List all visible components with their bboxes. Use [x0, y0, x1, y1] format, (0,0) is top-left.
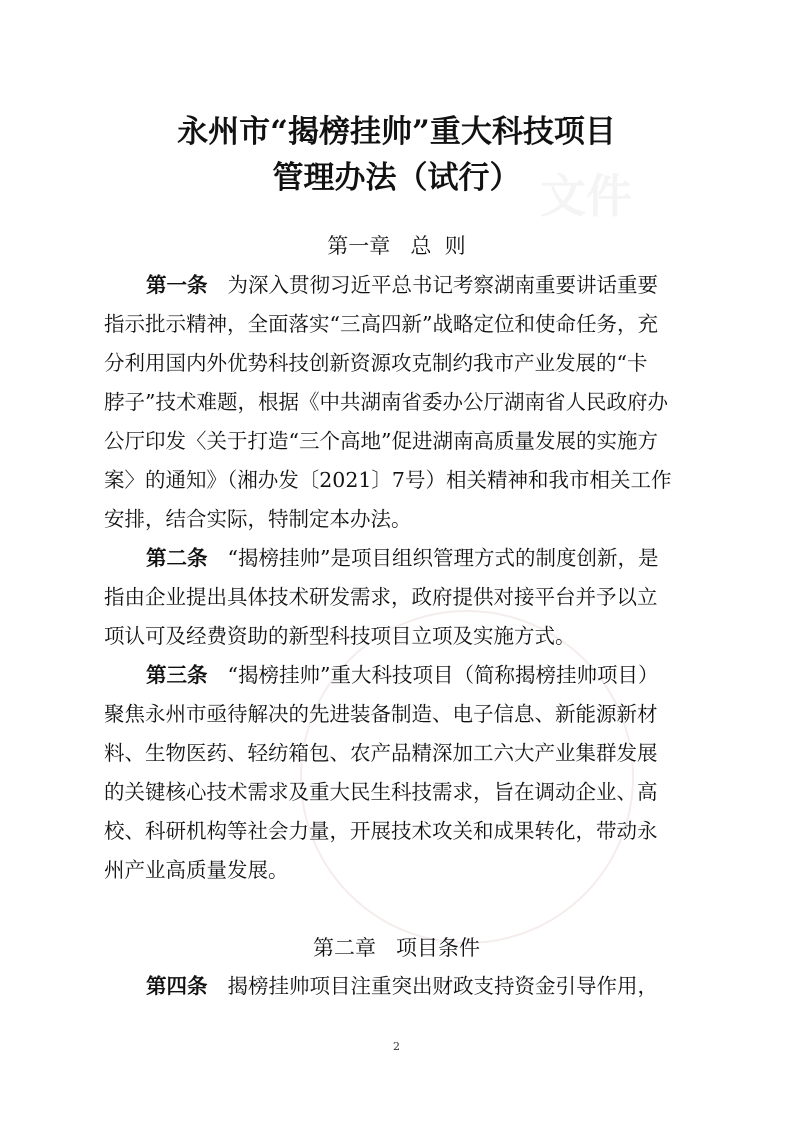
article-3-label: 第三条 [146, 663, 208, 687]
article-1-label: 第一条 [146, 273, 208, 297]
article-1-line-2: 指示批示精神，全面落实“三高四新”战略定位和使命任务，充 [104, 312, 658, 336]
seal-watermark [300, 610, 634, 944]
article-3-line-1: 第三条 “揭榜挂帅”重大科技项目（简称揭榜挂帅项目） [146, 663, 659, 687]
article-2-line-1: 第二条 “揭榜挂帅”是项目组织管理方式的制度创新，是 [146, 546, 659, 570]
article-4-line-1: 第四条 揭榜挂帅项目注重突出财政支持资金引导作用， [146, 974, 658, 998]
article-1-line-4: 脖子”技术难题，根据《中共湖南省委办公厅湖南省人民政府办 [104, 390, 668, 414]
article-2-line-2: 指由企业提出具体技术研发需求，政府提供对接平台并予以立 [104, 585, 658, 609]
article-1-line-6: 案〉的通知》（湘办发〔2021〕7号）相关精神和我市相关工作 [104, 468, 672, 492]
article-1-line-1: 第一条 为深入贯彻习近平总书记考察湖南重要讲话重要 [146, 273, 658, 297]
article-1-line-3: 分利用国内外优势科技创新资源攻克制约我市产业发展的“卡 [104, 351, 648, 375]
page-number: 2 [393, 1040, 400, 1053]
article-1-line-7: 安排，结合实际，特制定本办法。 [104, 507, 412, 531]
article-1-line-5: 公厅印发〈关于打造“三个高地”促进湖南高质量发展的实施方 [104, 429, 658, 453]
chapter-name: 项目条件 [396, 936, 481, 960]
article-3-line-6: 州产业高质量发展。 [104, 858, 289, 882]
article-3-line-2: 聚焦永州市亟待解决的先进装备制造、电子信息、新能源新材 [104, 702, 658, 726]
article-2-label: 第二条 [146, 546, 208, 570]
article-3-line-4: 的关键核心技术需求及重大民生科技需求，旨在调动企业、高 [104, 780, 658, 804]
article-4-label: 第四条 [146, 974, 208, 998]
chapter-label: 第二章 [312, 936, 376, 960]
doc-title-line2: 管理办法（试行） [272, 160, 521, 196]
article-3-line-5: 校、科研机构等社会力量，开展技术攻关和成果转化，带动永 [104, 819, 658, 843]
doc-title-line1: 永州市“揭榜挂帅”重大科技项目 [177, 114, 616, 150]
chapter-1-heading [0, 230, 793, 260]
bleed-through-watermark: 文件 [540, 169, 632, 223]
article-2-line-3: 项认可及经费资助的新型科技项目立项及实施方式。 [104, 624, 576, 648]
chapter-name: 总 则 [410, 234, 466, 258]
chapter-2-heading [0, 932, 793, 962]
article-3-line-3: 料、生物医药、轻纺箱包、农产品精深加工六大产业集群发展 [104, 741, 658, 765]
chapter-label: 第一章 [327, 234, 391, 258]
